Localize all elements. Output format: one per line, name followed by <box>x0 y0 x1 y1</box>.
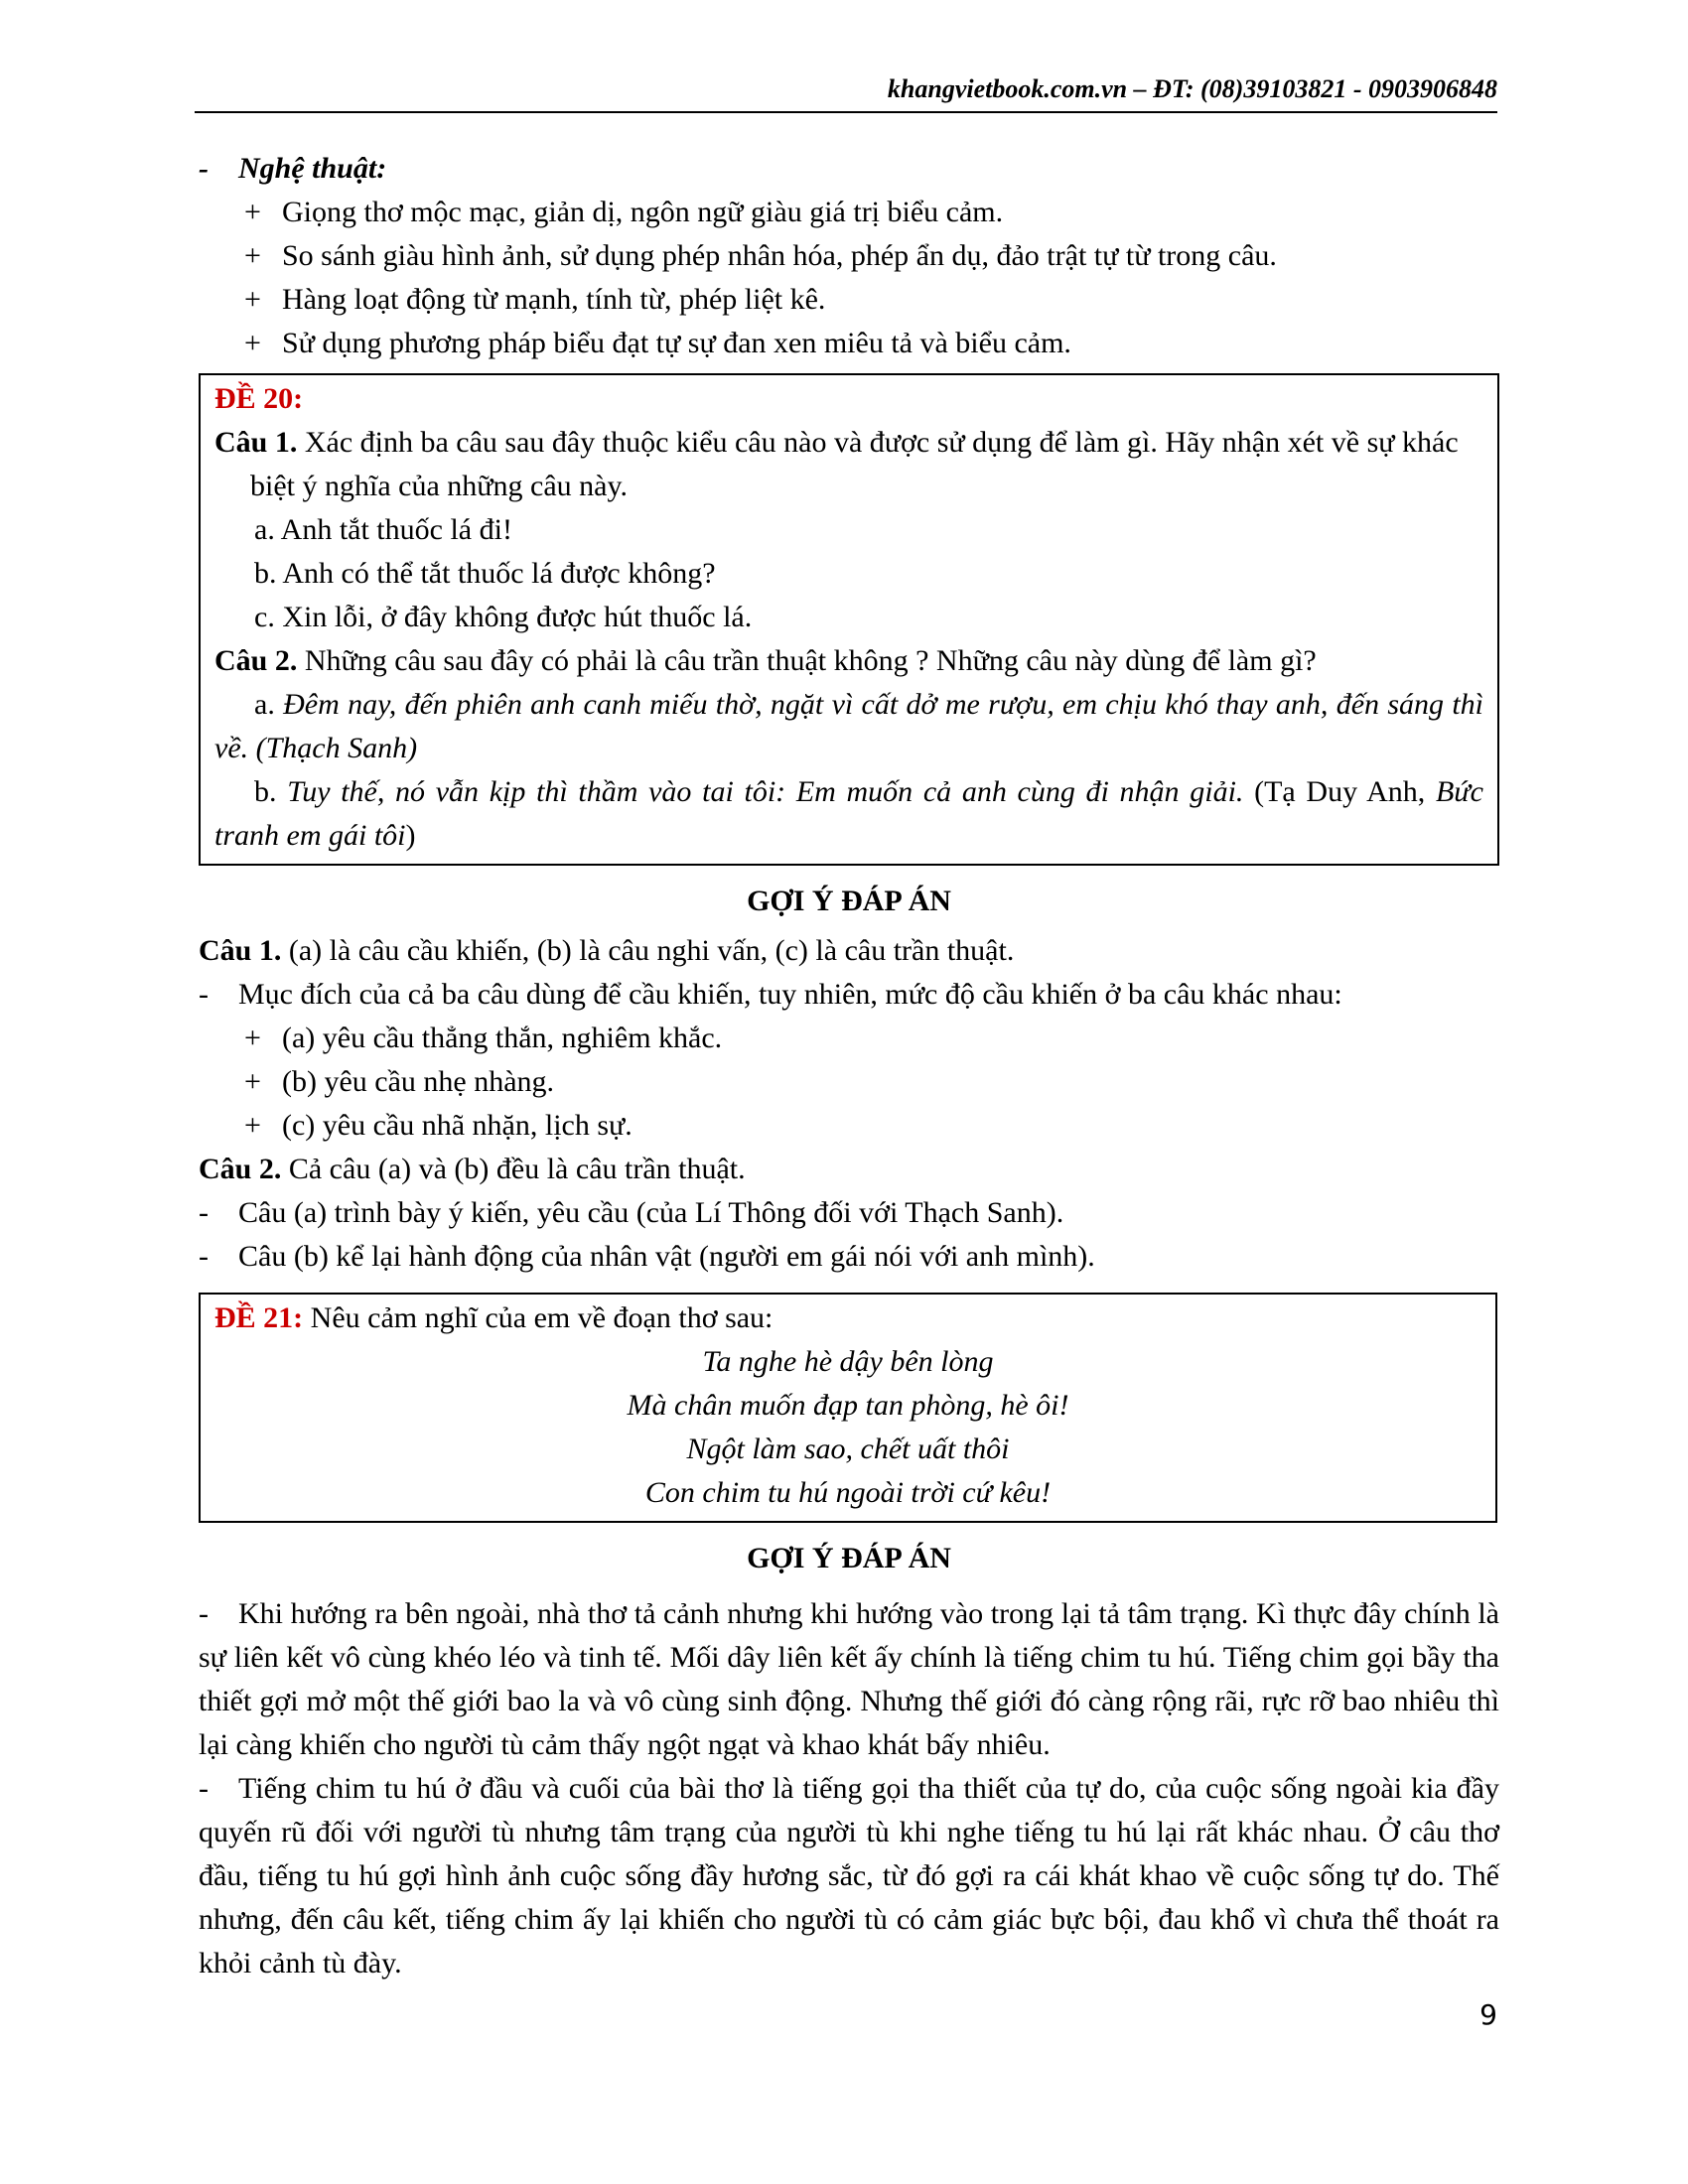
answer-2: Câu 2. Cả câu (a) và (b) đều là câu trần thuật. <box>199 1153 746 1185</box>
exercise-20-label: ĐỀ 20: <box>214 382 304 415</box>
question-1-item: c. Xin lỗi, ở đây không được hút thuốc lá. <box>254 601 753 633</box>
question-2-item-a: a. Đêm nay, đến phiên anh canh miếu thờ, ngặt vì cất dở me rượu, em chịu khó thay anh, đến sáng thì về. (Thạch Sanh) <box>214 688 1483 764</box>
art-item: + Hàng loạt động từ mạnh, tính từ, phép liệt kê. <box>244 283 826 316</box>
answer-paragraph: - Tiếng chim tu hú ở đầu và cuối của bài thơ là tiếng gọi tha thiết của tự do, của cuộc sống ngoài kia đầy quyến rũ đối với người tù nhưng tâm trạng của người tù khi nghe tiếng tu hú lại rất khác nhau. Ở câu thơ đầu, tiếng tu hú gợi hình ảnh cuộc sống đầy hương sắc, từ đó gợi ra cái khát khao về cuộc sống tự do. Thế nhưng, đến câu kết, tiếng chim ấy lại khiến cho người tù có cảm giác bực bội, đau khổ vì chưa thể thoát ra khỏi cảnh tù đày. <box>199 1772 1499 1979</box>
question-1-item: b. Anh có thể tắt thuốc lá được không? <box>254 557 716 590</box>
question-1-item: a. Anh tắt thuốc lá đi! <box>254 513 512 546</box>
header-divider <box>195 111 1497 113</box>
answer-title-2: GỢI Ý ĐÁP ÁN <box>747 1542 951 1574</box>
answer-1-item: + (c) yêu cầu nhã nhặn, lịch sự. <box>244 1109 633 1142</box>
answer-1-item: + (a) yêu cầu thẳng thắn, nghiêm khắc. <box>244 1022 723 1054</box>
answer-paragraph: - Khi hướng ra bên ngoài, nhà thơ tả cảnh nhưng khi hướng vào trong lại tả tâm trạng. Kì thực đây chính là sự liên kết vô cùng khéo léo và tinh tế. Mối dây liên kết ấy chính là tiếng chim tu hú. Tiếng chim gọi bầy tha thiết gợi mở một thế giới bao la và vô cùng sinh động. Nhưng thế giới đó càng rộng rãi, rực rỡ bao nhiêu thì lại càng khiến cho người tù cảm thấy ngột ngạt và khao khát bấy nhiêu. <box>199 1597 1499 1761</box>
poem-line: Mà chân muốn đạp tan phòng, hè ôi! <box>627 1389 1069 1422</box>
question-1: Câu 1. Xác định ba câu sau đây thuộc kiểu câu nào và được sử dụng để làm gì. Hãy nhận xét về sự khác biệt ý nghĩa của những câu này. <box>214 426 1459 502</box>
exercise-21-box <box>199 1293 1497 1523</box>
art-item: + So sánh giàu hình ảnh, sử dụng phép nhân hóa, phép ẩn dụ, đảo trật tự từ trong câu. <box>244 239 1277 272</box>
poem-line: Con chim tu hú ngoài trời cứ kêu! <box>644 1476 1052 1509</box>
page-content <box>199 147 1499 1985</box>
poem-line: Ta nghe hè dậy bên lòng <box>702 1345 994 1378</box>
exercise-20-box <box>199 373 1499 866</box>
question-2-item-b: b. Tuy thế, nó vẫn kịp thì thầm vào tai tôi: Em muốn cả anh cùng đi nhận giải. (Tạ Duy Anh, Bức tranh em gái tôi) <box>214 775 1483 852</box>
answer-title: GỢI Ý ĐÁP ÁN <box>747 885 951 917</box>
dash-marker: - <box>199 152 209 185</box>
art-heading: - Nghệ thuật: <box>199 147 1499 191</box>
answer-2-item: - Câu (a) trình bày ý kiến, yêu cầu (của Lí Thông đối với Thạch Sanh). <box>199 1196 1064 1229</box>
answer-1-purpose: - Mục đích của cả ba câu dùng để cầu khiến, tuy nhiên, mức độ cầu khiến ở ba câu khác nhau: <box>199 978 1342 1011</box>
answer-1: Câu 1. (a) là câu cầu khiến, (b) là câu nghi vấn, (c) là câu trần thuật. <box>199 934 1015 967</box>
answer-2-item: - Câu (b) kể lại hành động của nhân vật (người em gái nói với anh mình). <box>199 1240 1095 1273</box>
art-item: + Giọng thơ mộc mạc, giản dị, ngôn ngữ giàu giá trị biểu cảm. <box>244 196 1004 228</box>
page-number: 9 <box>1479 1998 1497 2031</box>
art-item: + Sử dụng phương pháp biểu đạt tự sự đan xen miêu tả và biểu cảm. <box>244 327 1071 359</box>
page-header: khangvietbook.com.vn – ĐT: (08)39103821 - 0903906848 <box>887 74 1497 103</box>
poem-line: Ngột làm sao, chết uất thôi <box>686 1433 1010 1465</box>
exercise-21-prompt: ĐỀ 21: Nêu cảm nghĩ của em về đoạn thơ sau: <box>214 1301 774 1334</box>
question-2: Câu 2. Những câu sau đây có phải là câu trần thuật không ? Những câu này dùng để làm gì? <box>214 644 1317 677</box>
answer-1-item: + (b) yêu cầu nhẹ nhàng. <box>244 1065 555 1098</box>
